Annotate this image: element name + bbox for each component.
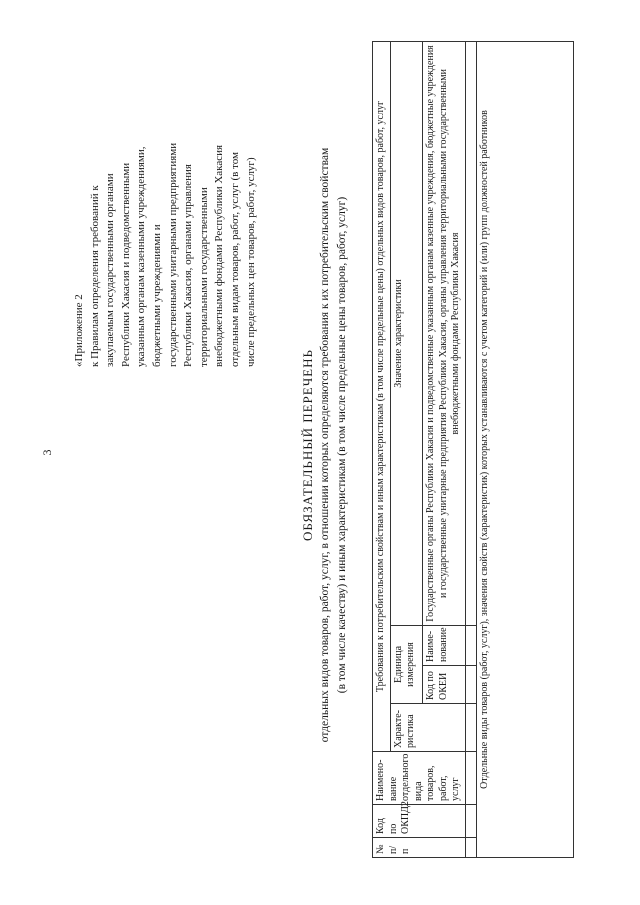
appendix-line: указанным органам казенными учреждениями, xyxy=(135,146,148,367)
col-header-okei: Код по ОКЕИ xyxy=(423,666,466,704)
appendix-header xyxy=(72,27,259,367)
col-header-requirements: Требования к потребительским свойствам и иным характеристикам (в том числе предельные цены) отдельных видов товаров, работ, услуг xyxy=(373,42,391,752)
appendix-line: числе предельных цен товаров, работ, услуг) xyxy=(244,157,257,367)
table-row xyxy=(465,42,476,858)
appendix-line: отдельным видам товаров, работ, услуг (в том xyxy=(228,151,241,367)
col-header-characteristic: Характе-ристика xyxy=(390,704,465,752)
appendix-line: закупаемым государственными органами xyxy=(104,173,117,367)
appendix-line: Республики Хакасия, органами управления xyxy=(182,164,195,367)
title-block xyxy=(300,45,350,845)
appendix-line: территориальными государственными xyxy=(197,187,210,367)
col-header-unit-name: Наиме-нование xyxy=(423,626,466,666)
appendix-line: «Приложение 2 xyxy=(73,294,85,367)
col-header-unit: Единица измерения xyxy=(390,626,423,704)
document-subtitle-line: (в том числе качеству) и иным характеристикам (в том числе предельные цены товаров, работ, услуг) xyxy=(336,196,348,694)
table-footnote-row xyxy=(476,42,573,858)
document-title: ОБЯЗАТЕЛЬНЫЙ ПЕРЕЧЕНЬ xyxy=(300,349,315,541)
col-header-name: Наимено-вание отдельного вида товаров, работ, услуг xyxy=(373,752,466,805)
appendix-line: государственными унитарными предприятиями xyxy=(166,142,179,367)
requirements-table xyxy=(372,41,574,858)
appendix-line: бюджетными учреждениями и xyxy=(150,224,163,367)
appendix-line: Республики Хакасия и подведомственными xyxy=(119,162,132,367)
document-subtitle-line: отдельных видов товаров, работ, услуг, в отношении которых определяются требования к их потребительским свойствам xyxy=(319,147,331,743)
col-header-okpd2: Код по ОКПД2 xyxy=(373,805,466,838)
table-footnote: Отдельные виды товаров (работ, услуг), значения свойств (характеристик) которых устанавливаются с учетом категорий и (или) групп должностей работников xyxy=(476,42,573,858)
table-header-row xyxy=(390,42,423,858)
col-header-value: Значение характеристики xyxy=(390,42,423,626)
appendix-line: внебюджетными фондами Республики Хакасия xyxy=(213,144,226,367)
appendix-line: к Правилам определения требований к xyxy=(88,185,101,367)
page-number: 3 xyxy=(40,449,54,456)
col-header-value-description: Государственные органы Республики Хакасия и подведомственные указанным органам казенные учреждения, бюджетные учреждения и государственные унитарные предприятия Республики Хакасия, органы управления территориальными государственными внебюджетными фондами Республики Хакасия xyxy=(423,42,466,626)
col-header-number: № п/п xyxy=(373,838,466,858)
table-header-row xyxy=(373,42,391,858)
